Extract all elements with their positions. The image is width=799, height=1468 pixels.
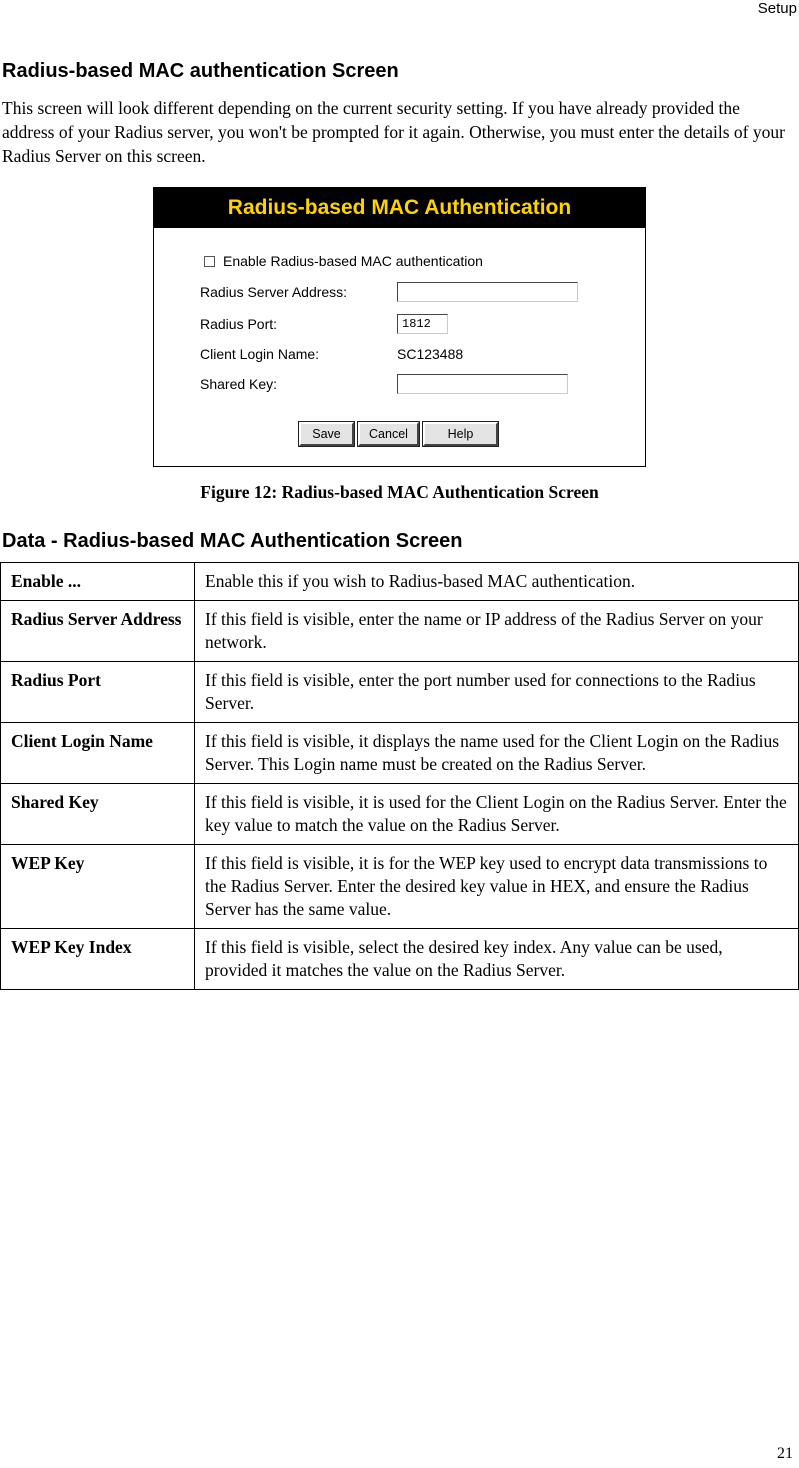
section-title: Radius-based MAC authentication Screen <box>2 60 399 82</box>
port-row <box>200 313 448 335</box>
table-row <box>1 784 799 845</box>
shared-key-label: Shared Key: <box>200 376 278 392</box>
data-table <box>0 562 799 990</box>
running-header: Setup <box>757 0 797 17</box>
cancel-button[interactable]: Cancel <box>358 422 419 446</box>
save-button[interactable]: Save <box>299 422 354 446</box>
enable-label: Enable Radius-based MAC authentication <box>223 253 483 269</box>
row-term: Radius Port <box>1 662 195 723</box>
row-description: If this field is visible, it is used for the Client Login on the Radius Server. Enter the key value to match the value on the Radius Server. <box>195 784 799 845</box>
login-name-label: Client Login Name: <box>200 346 320 362</box>
row-term: WEP Key <box>1 845 195 929</box>
page-number: 21 <box>777 1445 793 1462</box>
row-description: If this field is visible, select the desired key index. Any value can be used, provided it matches the value on the Radius Server. <box>195 929 799 990</box>
row-description: If this field is visible, enter the port number used for connections to the Radius Server. <box>195 662 799 723</box>
port-input[interactable]: 1812 <box>397 314 448 334</box>
server-address-label: Radius Server Address: <box>200 284 348 300</box>
help-button[interactable]: Help <box>423 422 498 446</box>
row-description: If this field is visible, enter the name or IP address of the Radius Server on your network. <box>195 601 799 662</box>
row-description: If this field is visible, it is for the WEP key used to encrypt data transmissions to the Radius Server. Enter the desired key value in HEX, and ensure the Radius Server has the same value. <box>195 845 799 929</box>
table-row <box>1 929 799 990</box>
enable-row <box>204 250 483 272</box>
row-term: WEP Key Index <box>1 929 195 990</box>
row-description: Enable this if you wish to Radius-based MAC authentication. <box>195 563 799 601</box>
port-label: Radius Port: <box>200 316 278 332</box>
figure-caption: Figure 12: Radius-based MAC Authentication Screen <box>200 482 599 502</box>
server-address-row <box>200 281 578 303</box>
table-row <box>1 723 799 784</box>
shared-key-input[interactable] <box>397 374 568 394</box>
row-term: Shared Key <box>1 784 195 845</box>
server-address-input[interactable] <box>397 282 578 302</box>
login-name-row <box>200 343 463 365</box>
shared-key-row <box>200 373 568 395</box>
table-row <box>1 601 799 662</box>
row-term: Client Login Name <box>1 723 195 784</box>
table-title: Data - Radius-based MAC Authentication Screen <box>2 530 463 552</box>
enable-checkbox[interactable] <box>204 256 215 267</box>
figure-screenshot <box>153 187 646 467</box>
button-row <box>299 422 498 446</box>
figure-banner: Radius-based MAC Authentication <box>154 188 645 228</box>
login-name-value: SC123488 <box>397 346 464 362</box>
row-term: Enable ... <box>1 563 195 601</box>
table-row <box>1 845 799 929</box>
table-row <box>1 662 799 723</box>
row-term: Radius Server Address <box>1 601 195 662</box>
intro-paragraph: This screen will look different depending on the current security setting. If you have already provided the address of your Radius server, you won't be prompted for it again. Otherwise, you must enter the details of your Radius Server on this screen. <box>2 98 785 166</box>
row-description: If this field is visible, it displays the name used for the Client Login on the Radius Server. This Login name must be created on the Radius Server. <box>195 723 799 784</box>
table-row <box>1 563 799 601</box>
